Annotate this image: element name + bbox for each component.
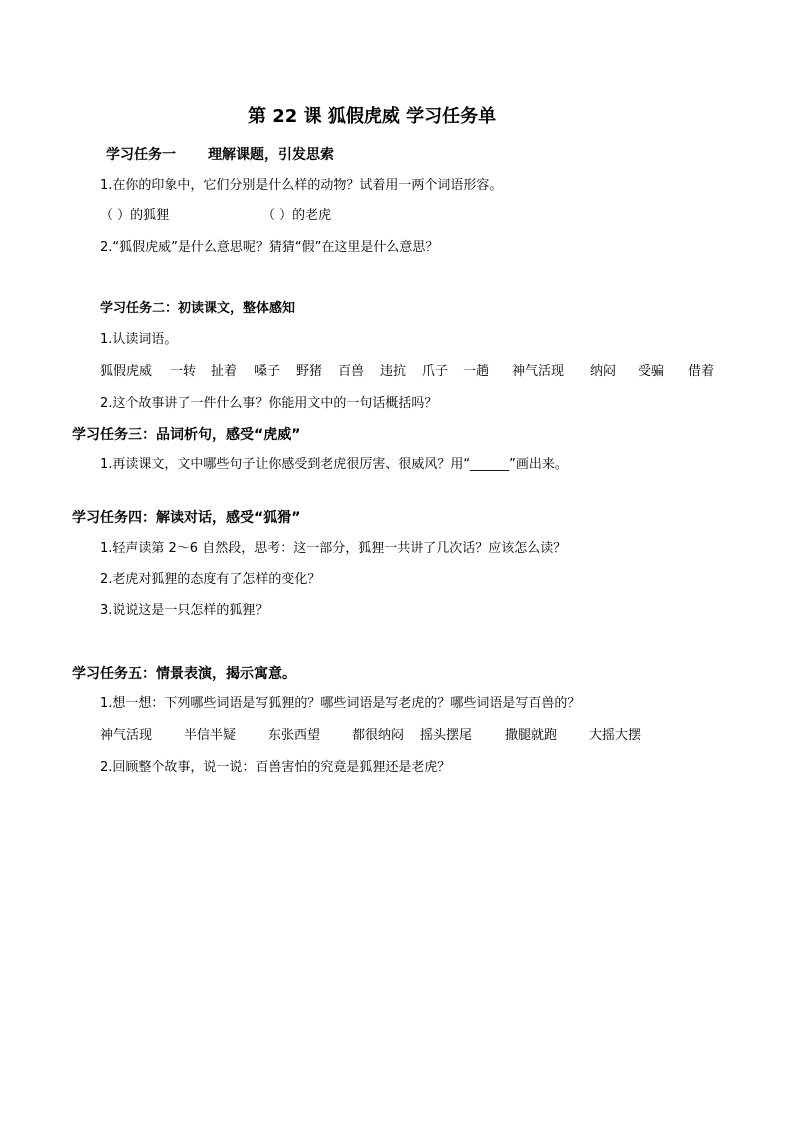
task5-heading: 学习任务五：情景表演，揭示寓意。 xyxy=(72,666,296,682)
word-item: 一转 xyxy=(170,364,197,379)
word-item: 神气活现 xyxy=(100,728,153,743)
word-item: 受骗 xyxy=(638,364,665,379)
word-item: 爪子 xyxy=(422,364,449,379)
task5-question-1: 1.想一想：下列哪些词语是写狐狸的？哪些词语是写老虎的？哪些词语是写百兽的？ xyxy=(100,696,581,711)
task4-heading: 学习任务四：解读对话，感受“狐猾” xyxy=(72,510,301,526)
task1-heading-b: 理解课题，引发思索 xyxy=(208,147,334,163)
task4-question-1: 1.轻声读第 2～6 自然段，思考：这一部分，狐狸一共讲了几次话？应该怎么读？ xyxy=(100,541,567,556)
word-item: 神气活现 xyxy=(512,364,565,379)
word-item: 借着 xyxy=(688,364,715,379)
word-item: 百兽 xyxy=(338,364,365,379)
word-item: 狐假虎威 xyxy=(100,364,153,379)
word-item: 撒腿就跑 xyxy=(505,728,558,743)
task4-question-3: 3.说说这是一只怎样的狐狸？ xyxy=(100,603,269,618)
word-item: 违抗 xyxy=(380,364,407,379)
word-item: 都很纳闷 xyxy=(352,728,405,743)
word-item: 扯着 xyxy=(211,364,238,379)
task1-blank-fox: （ ）的狐狸 xyxy=(100,208,170,223)
task2-question-2: 2.这个故事讲了一件什么事？你能用文中的一句话概括吗？ xyxy=(100,396,438,411)
task1-blank-tiger: （ ）的老虎 xyxy=(262,208,332,223)
task5-question-2: 2.回顾整个故事，说一说：百兽害怕的究竟是狐狸还是老虎？ xyxy=(100,760,451,775)
word-item: 嗓子 xyxy=(254,364,281,379)
word-item: 一趟 xyxy=(463,364,490,379)
page-title: 第 22 课 狐假虎威 学习任务单 xyxy=(248,106,497,127)
word-item: 摇头摆尾 xyxy=(420,728,473,743)
word-item: 东张西望 xyxy=(268,728,321,743)
task1-heading-a: 学习任务一 xyxy=(106,147,176,163)
task4-question-2: 2.老虎对狐狸的态度有了怎样的变化？ xyxy=(100,572,321,587)
word-item: 大摇大摆 xyxy=(589,728,642,743)
word-item: 野猪 xyxy=(296,364,323,379)
task2-heading: 学习任务二：初读课文，整体感知 xyxy=(100,301,296,316)
word-item: 纳闷 xyxy=(590,364,617,379)
task1-question-1: 1.在你的印象中，它们分别是什么样的动物？试着用一两个词语形容。 xyxy=(100,178,503,193)
word-item: 半信半疑 xyxy=(184,728,237,743)
task3-heading: 学习任务三：品词析句，感受“虎威” xyxy=(72,427,301,443)
task1-question-2: 2.“狐假虎威”是什么意思呢？猜猜“假”在这里是什么意思？ xyxy=(100,240,439,255)
task3-question-1: 1.再读课文，文中哪些句子让你感受到老虎很厉害、很威风？用“______”画出来。 xyxy=(100,457,568,472)
task2-question-1: 1.认读词语。 xyxy=(100,332,178,347)
